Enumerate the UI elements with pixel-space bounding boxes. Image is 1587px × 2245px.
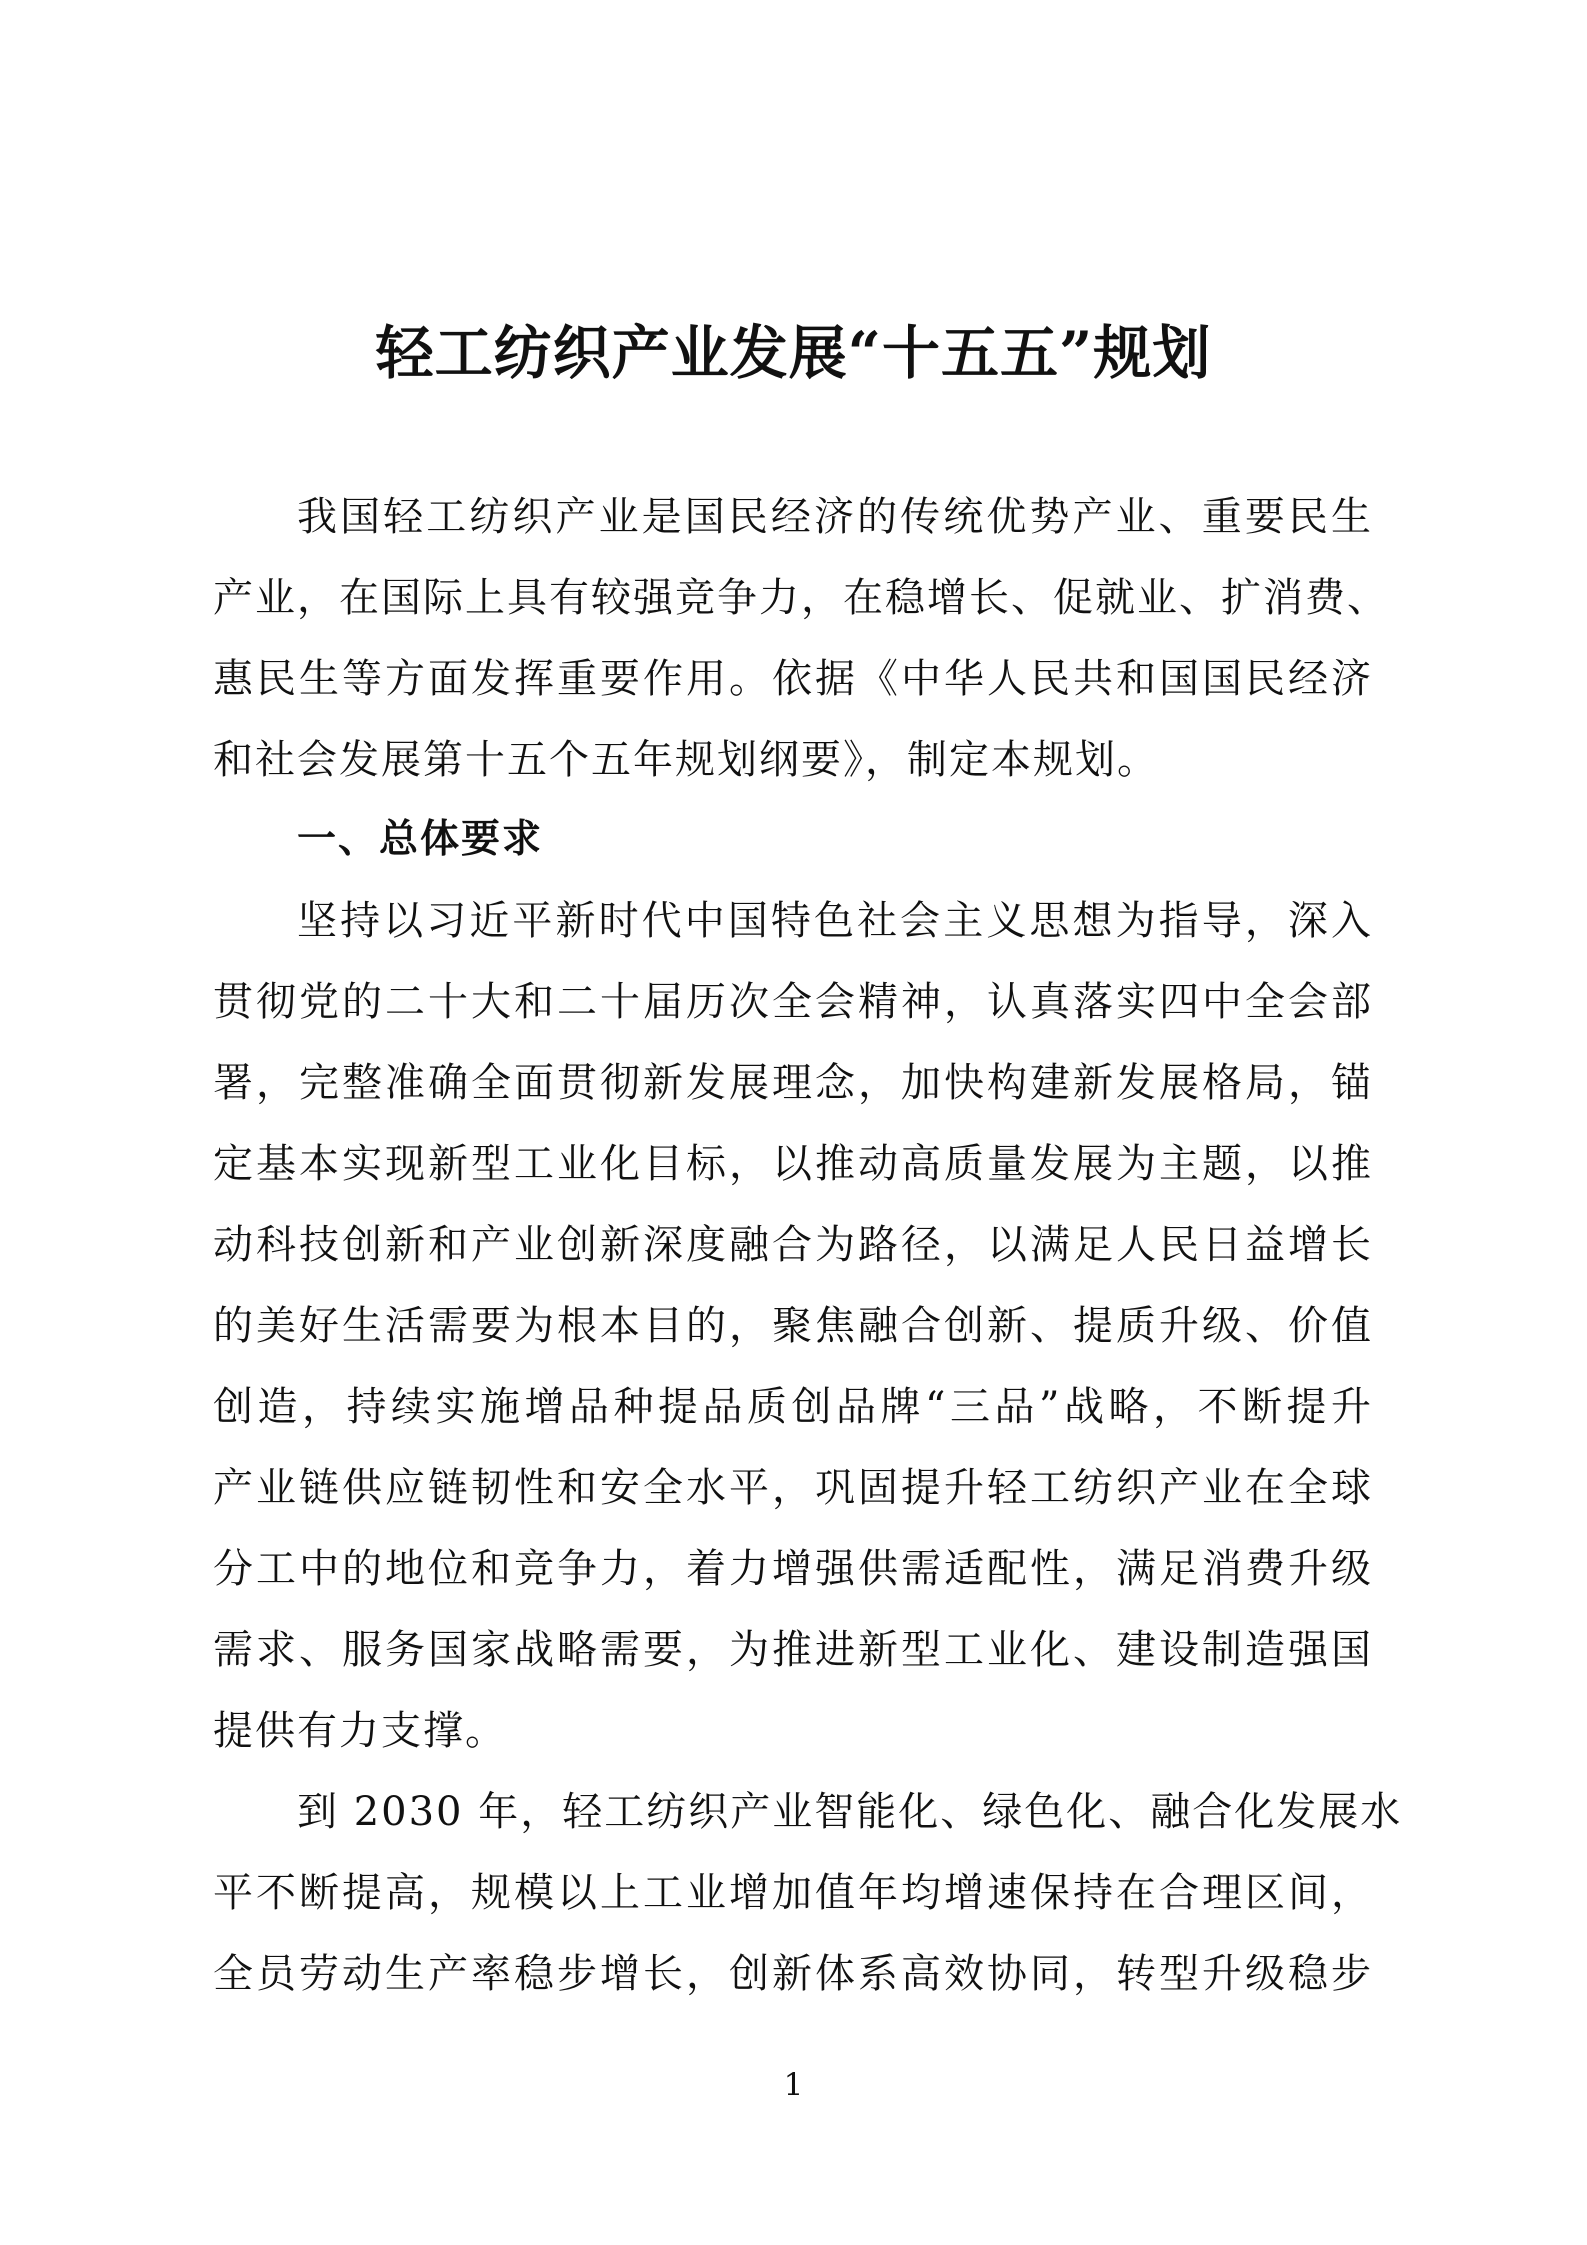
paragraph1-line-1: 坚持以习近平新时代中国特色社会主义思想为指导，深入 bbox=[297, 898, 1373, 944]
paragraph1-line-7: 创造，持续实施增品种提品质创品牌“三品”战略，不断提升 bbox=[213, 1384, 1373, 1430]
document-title: 轻工纺织产业发展“十五五”规划 bbox=[375, 319, 1212, 387]
paragraph1-line-6: 的美好生活需要为根本目的，聚焦融合创新、提质升级、价值 bbox=[213, 1303, 1373, 1349]
section-heading: 一、总体要求 bbox=[297, 817, 544, 862]
paragraph1-line-4: 定基本实现新型工业化目标，以推动高质量发展为主题，以推 bbox=[213, 1141, 1373, 1187]
paragraph1-line-9: 分工中的地位和竞争力，着力增强供需适配性，满足消费升级 bbox=[213, 1546, 1373, 1592]
paragraph1-line-10: 需求、服务国家战略需要，为推进新型工业化、建设制造强国 bbox=[213, 1627, 1373, 1673]
paragraph1-line-5: 动科技创新和产业创新深度融合为路径，以满足人民日益增长 bbox=[213, 1222, 1373, 1268]
paragraph2-line-3: 全员劳动生产率稳步增长，创新体系高效协同，转型升级稳步 bbox=[213, 1951, 1373, 1997]
page-number: 1 bbox=[783, 2067, 804, 2103]
intro-line-2: 产业，在国际上具有较强竞争力，在稳增长、促就业、扩消费、 bbox=[213, 575, 1389, 621]
paragraph1-line-11: 提供有力支撑。 bbox=[213, 1708, 507, 1754]
intro-line-4: 和社会发展第十五个五年规划纲要》，制定本规划。 bbox=[213, 737, 1159, 783]
paragraph1-line-8: 产业链供应链韧性和安全水平，巩固提升轻工纺织产业在全球 bbox=[213, 1465, 1373, 1511]
paragraph2-line-1: 到 2030 年，轻工纺织产业智能化、绿色化、融合化发展水 bbox=[297, 1789, 1403, 1835]
paragraph1-line-2: 贯彻党的二十大和二十届历次全会精神，认真落实四中全会部 bbox=[213, 979, 1373, 1025]
paragraph1-line-3: 署，完整准确全面贯彻新发展理念，加快构建新发展格局，锚 bbox=[213, 1060, 1373, 1106]
intro-line-1: 我国轻工纺织产业是国民经济的传统优势产业、重要民生 bbox=[297, 494, 1373, 540]
paragraph2-line-2: 平不断提高，规模以上工业增加值年均增速保持在合理区间， bbox=[213, 1870, 1373, 1916]
intro-line-3: 惠民生等方面发挥重要作用。依据《中华人民共和国国民经济 bbox=[213, 656, 1373, 702]
